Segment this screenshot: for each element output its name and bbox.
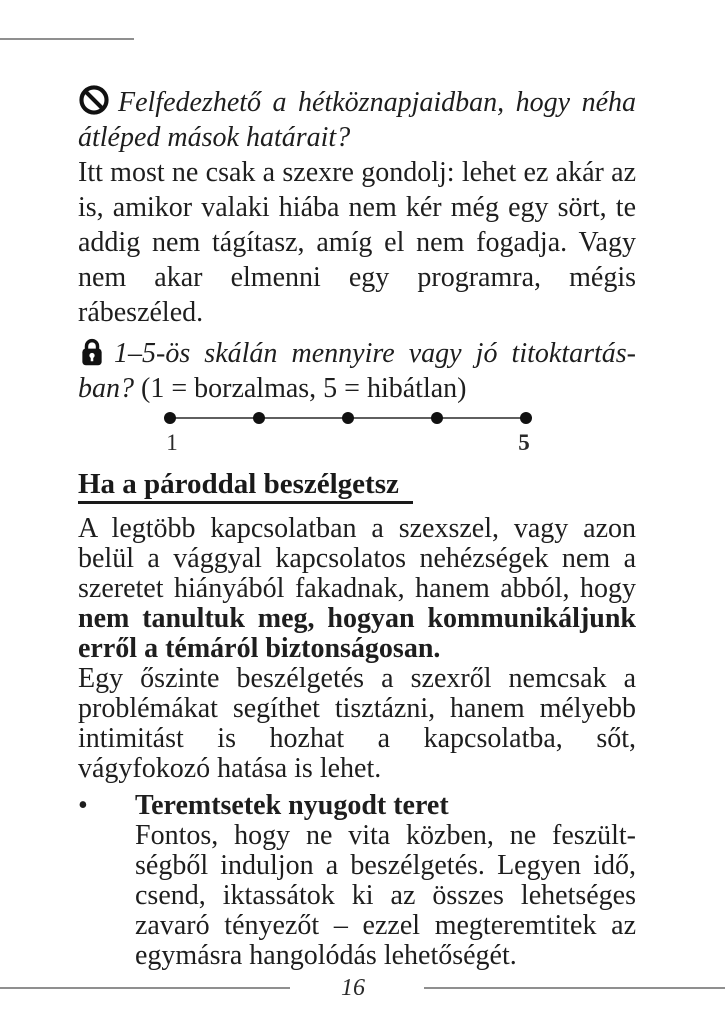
scale-dot: [431, 412, 443, 424]
lock-icon: [78, 336, 106, 367]
scale-dot: [164, 412, 176, 424]
question1-text: Felfedezhető a hétköznapjaidban, hogy néha átléped mások határait?: [78, 87, 636, 153]
page-footer: [0, 974, 725, 1004]
scale-min-label: 1: [166, 430, 178, 455]
bullet-item: [78, 791, 636, 971]
bullet-title: Teremtsetek nyugodt teret: [135, 790, 449, 821]
section-heading: [78, 468, 636, 500]
page-content: [78, 84, 636, 971]
bullet-marker: •: [78, 790, 88, 821]
rating-scale: [162, 408, 636, 456]
section-heading-text: Ha a pároddal beszélgetsz: [78, 468, 413, 504]
body-paragraph-2: [78, 514, 636, 664]
no-entry-icon: [78, 84, 110, 116]
scale-graphic: [162, 408, 534, 456]
question-paragraph-scale: [78, 336, 636, 406]
footer-rule-right: [424, 987, 725, 989]
body-paragraph-1: Itt most ne csak a szexre gondolj: lehet ez akár az is, amikor valaki hiába nem kér még egy sört, te addig nem tágítasz, amíg el nem fogadja. Vagy nem akar elmenni egy programra, mégis rábeszéled.: [78, 157, 636, 328]
paragraph2-bold-text: nem tanultuk meg, hogyan kommunikáljunk erről a témáról biztonságosan.: [78, 603, 636, 664]
bullet-body: Fontos, hogy ne vita közben, ne feszültségből induljon a beszélgetés. Legyen idő, csend, iktassátok ki az összes lehetséges zavaró tényezőt – ezzel megteremtitek az egymásra hangolódás lehetőségét.: [135, 820, 636, 971]
question2-normal-text: (1 = borzalmas, 5 = hibátlan): [134, 373, 467, 404]
scale-max-label: 5: [518, 430, 530, 455]
question2-italic-text: 1–5-ös skálán mennyire vagy jó titoktartásban?: [78, 338, 636, 404]
top-rule: [0, 38, 134, 40]
paragraph2-normal-text: A legtöbb kapcsolatban a szexszel, vagy azon belül a vággyal kapcsolatos nehézségek nem a szeretet hiányából fakadnak, hanem abból, hogy: [78, 513, 636, 604]
bullet-content: [135, 791, 636, 971]
page-number: 16: [341, 975, 365, 1001]
scale-dot: [253, 412, 265, 424]
question-paragraph-boundaries: [78, 84, 636, 155]
scale-dot: [520, 412, 532, 424]
scale-dot: [342, 412, 354, 424]
body-paragraph-3: Egy őszinte beszélgetés a szexről nemcsak a problémákat segíthet tisztázni, hanem mélyebb intimitást is hozhat a kapcsolatba, sőt, vágyfokozó hatása is lehet.: [78, 663, 636, 784]
footer-rule-left: [0, 987, 290, 989]
